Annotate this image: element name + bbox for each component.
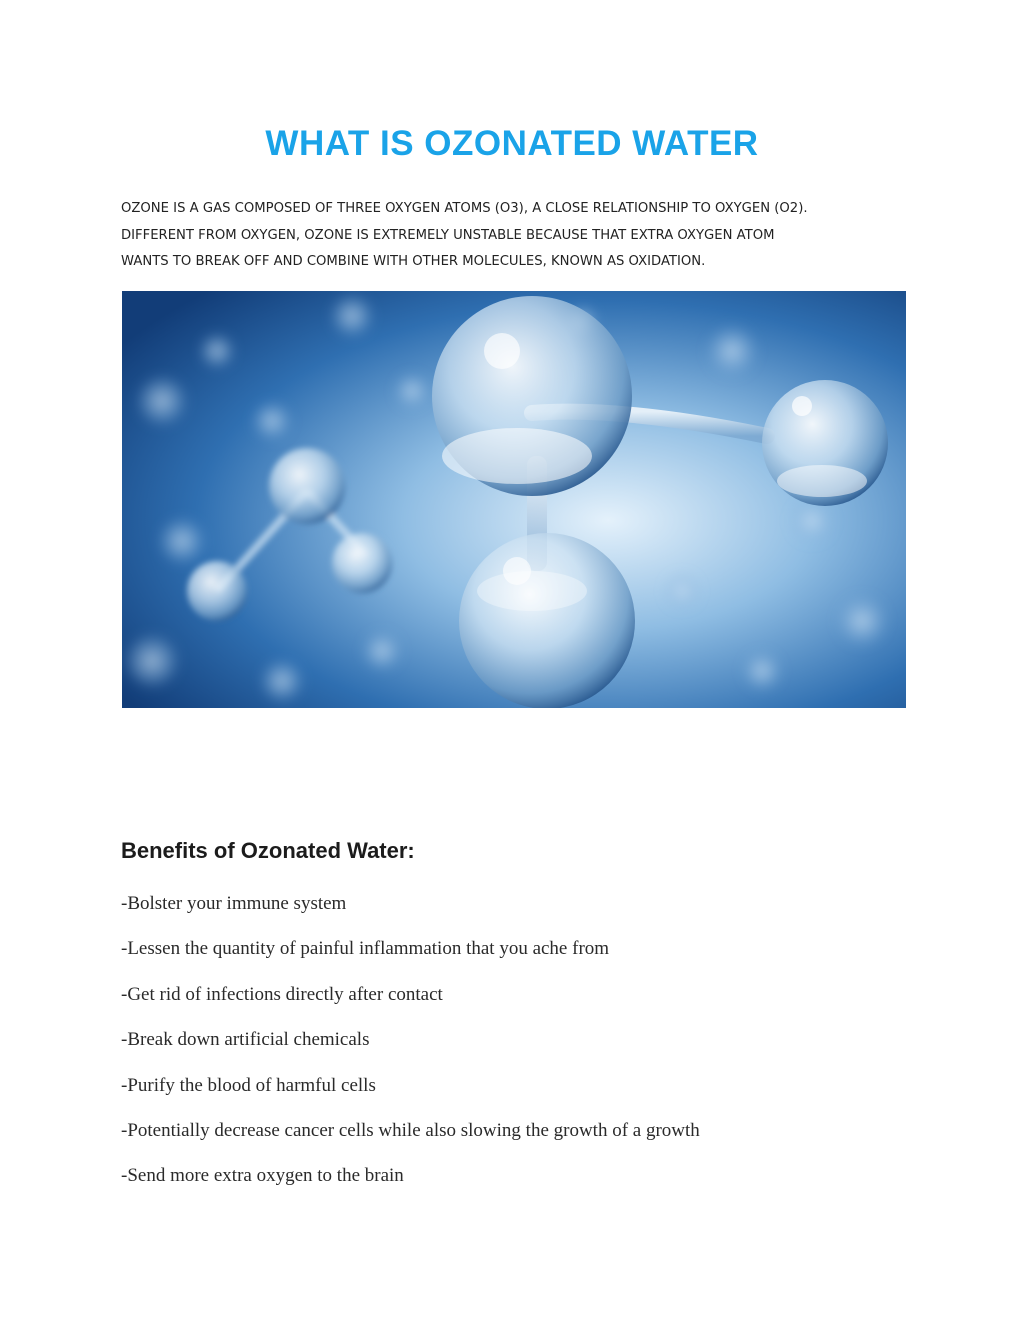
list-item: -Lessen the quantity of painful inflammation that you ache from bbox=[121, 938, 610, 960]
list-item: -Get rid of infections directly after contact bbox=[121, 983, 443, 1005]
intro-line: DIFFERENT FROM OXYGEN, OZONE IS EXTREMELY UNSTABLE BECAUSE THAT EXTRA OXYGEN ATOM bbox=[121, 227, 775, 243]
page-title: WHAT IS OZONATED WATER bbox=[265, 124, 759, 163]
benefits-list bbox=[121, 892, 700, 1210]
ozone-molecule-image bbox=[122, 291, 906, 708]
list-item: -Break down artificial chemicals bbox=[121, 1029, 370, 1051]
intro-paragraph bbox=[121, 196, 921, 276]
list-item: -Send more extra oxygen to the brain bbox=[121, 1165, 404, 1187]
intro-line: OZONE IS A GAS COMPOSED OF THREE OXYGEN ATOMS (O3), A CLOSE RELATIONSHIP TO OXYGEN (O2). bbox=[121, 201, 808, 216]
list-item: -Potentially decrease cancer cells while also slowing the growth of a growth bbox=[121, 1119, 700, 1141]
intro-line: WANTS TO BREAK OFF AND COMBINE WITH OTHER MOLECULES, KNOWN AS OXIDATION. bbox=[121, 254, 706, 269]
list-item: -Purify the blood of harmful cells bbox=[121, 1074, 376, 1096]
benefits-heading: Benefits of Ozonated Water: bbox=[121, 838, 415, 863]
list-item: -Bolster your immune system bbox=[121, 893, 347, 914]
